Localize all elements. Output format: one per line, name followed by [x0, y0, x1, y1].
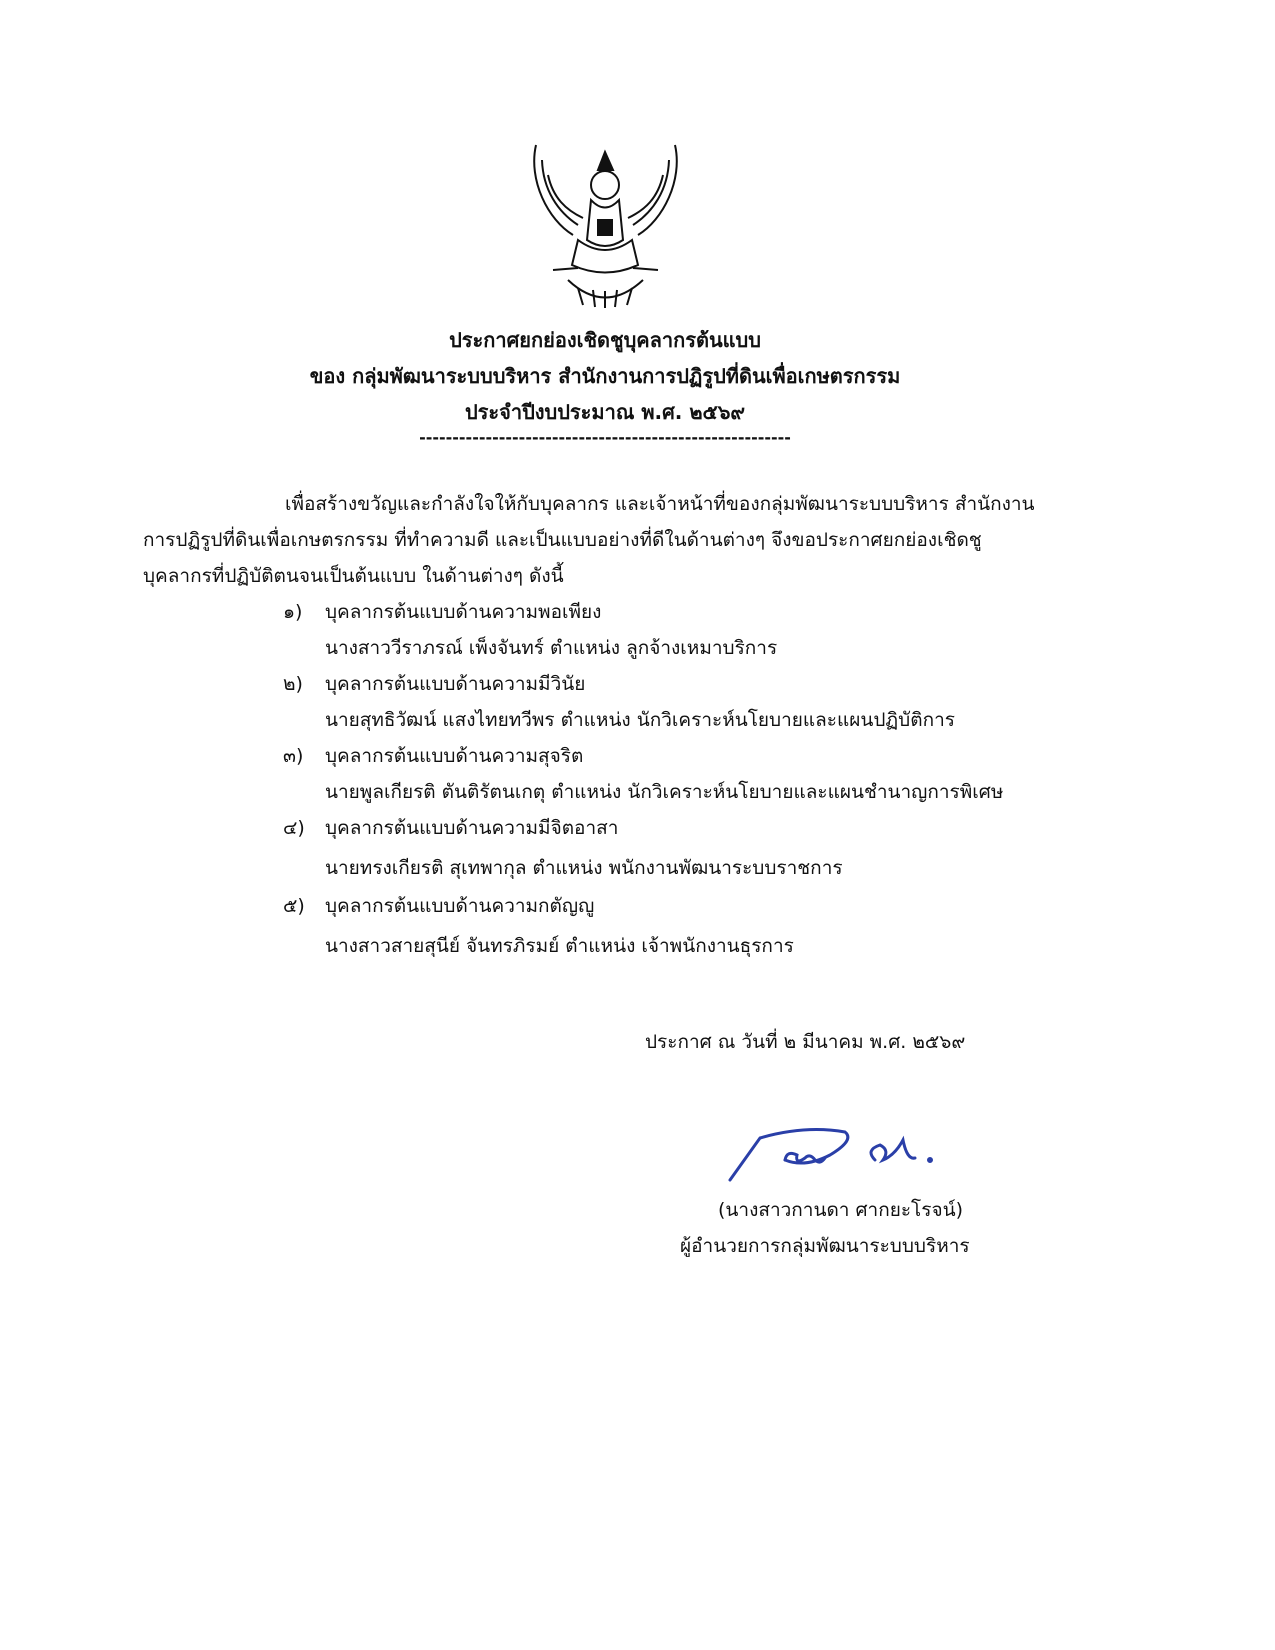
item-category: บุคลากรต้นแบบด้านความมีจิตอาสา [325, 817, 619, 839]
signature [725, 1120, 945, 1190]
item-category: บุคลากรต้นแบบด้านความมีวินัย [325, 673, 586, 695]
item-person: นางสาวสายสุนีย์ จันทรภิรมย์ ตำแหน่ง เจ้าพนักงานธุรการ [325, 935, 794, 957]
item-person: นายสุทธิวัฒน์ แสงไทยทวีพร ตำแหน่ง นักวิเคราะห์นโยบายและแผนปฏิบัติการ [325, 709, 955, 731]
item-person: นายพูลเกียรติ ตันติรัตนเกตุ ตำแหน่ง นักวิเคราะห์นโยบายและแผนชำนาญการพิเศษ [325, 781, 1004, 803]
paragraph-line: การปฏิรูปที่ดินเพื่อเกษตรกรรม ที่ทำความดี และเป็นแบบอย่างที่ดีในด้านต่างๆ จึงขอประกาศยกย่องเชิดชู [143, 529, 982, 551]
item-category: บุคลากรต้นแบบด้านความสุจริต [325, 745, 584, 767]
paragraph-line: บุคลากรที่ปฏิบัติตนจนเป็นต้นแบบ ในด้านต่างๆ ดังนี้ [143, 565, 564, 587]
title-line-1: ประกาศยกย่องเชิดชูบุคลากรต้นแบบ [449, 328, 761, 352]
item-number: ๕) [283, 895, 305, 917]
item-number: ๒) [283, 673, 303, 695]
title-line-2: ของ กลุ่มพัฒนาระบบบริหาร สำนักงานการปฏิรูปที่ดินเพื่อเกษตรกรรม [309, 364, 901, 388]
item-category: บุคลากรต้นแบบด้านความกตัญญู [325, 895, 595, 917]
announcement-date: ประกาศ ณ วันที่ ๒ มีนาคม พ.ศ. ๒๕๖๙ [645, 1031, 966, 1053]
item-person: นางสาววีราภรณ์ เพ็งจันทร์ ตำแหน่ง ลูกจ้างเหมาบริการ [325, 637, 778, 659]
garuda-emblem [528, 140, 683, 308]
signer-name: (นางสาวกานดา ศากยะโรจน์) [718, 1199, 964, 1221]
title-line-3: ประจำปีงบประมาณ พ.ศ. ๒๕๖๙ [464, 400, 746, 424]
paragraph-line: เพื่อสร้างขวัญและกำลังใจให้กับบุคลากร และเจ้าหน้าที่ของกลุ่มพัฒนาระบบบริหาร สำนักงาน [285, 493, 1035, 515]
item-number: ๑) [283, 601, 303, 623]
item-person: นายทรงเกียรติ สุเทพากุล ตำแหน่ง พนักงานพัฒนาระบบราชการ [325, 857, 843, 879]
item-number: ๓) [283, 745, 304, 767]
signer-title: ผู้อำนวยการกลุ่มพัฒนาระบบบริหาร [680, 1235, 970, 1257]
item-category: บุคลากรต้นแบบด้านความพอเพียง [325, 601, 602, 623]
separator: -------------------------------------------------------- [419, 428, 791, 447]
item-number: ๔) [283, 817, 305, 839]
